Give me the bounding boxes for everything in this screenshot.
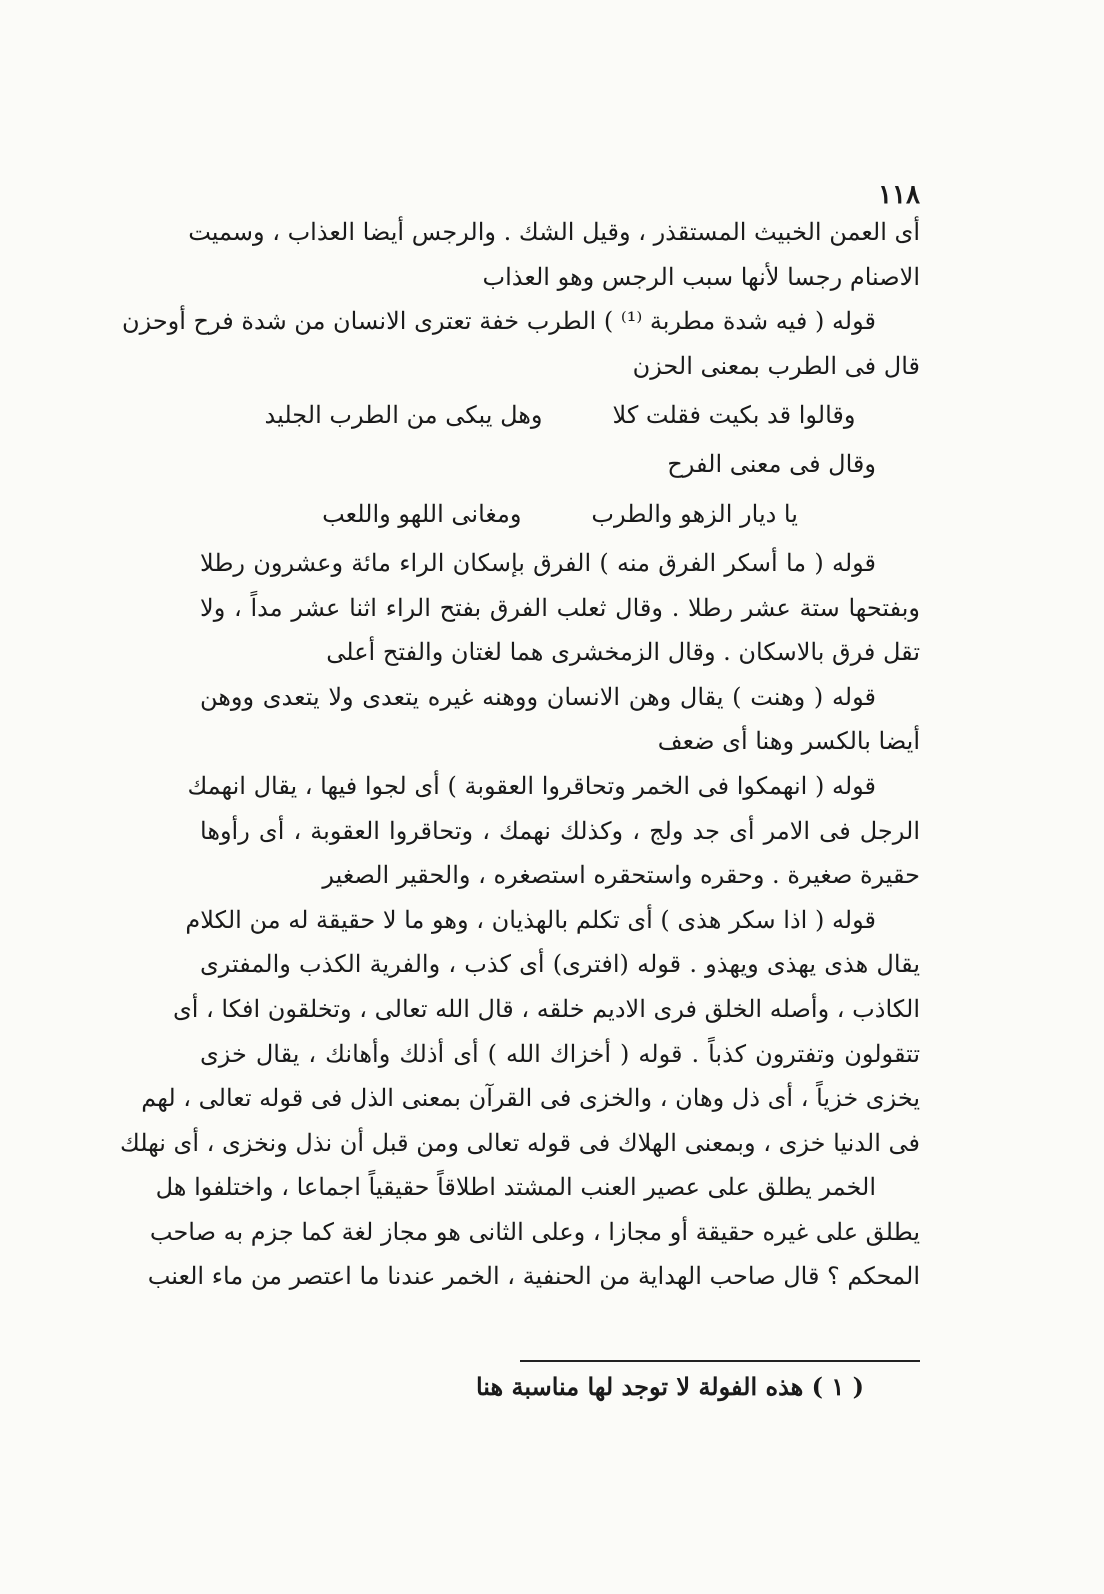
verse-second-hemistich: وهل يبكى من الطرب الجليد xyxy=(264,401,543,430)
text-line: الرجل فى الامر أى جد ولج ، وكذلك نهمك ، وتحاقروا العقوبة ، أى رأوها xyxy=(200,816,920,845)
text-line: يطلق على غيره حقيقة أو مجازا ، وعلى الثانى هو مجاز لغة كما جزم به صاحب xyxy=(149,1217,920,1246)
text-line: قوله ( وهنت ) يقال وهن الانسان ووهنه غيره يتعدى ولا يتعدى ووهن xyxy=(200,682,876,711)
text-line: وقال فى معنى الفرح xyxy=(667,450,876,479)
footnote-separator xyxy=(520,1360,920,1362)
text-line: أى العمن الخبيث المستقذر ، وقيل الشك . والرجس أيضا العذاب ، وسميت xyxy=(188,218,920,246)
text-line: تتقولون وتفترون كذباً . قوله ( أخزاك الله ) أى أذلك وأهانك ، يقال خزى xyxy=(200,1039,920,1068)
text-line: حقيرة صغيرة . وحقره واستحقره استصغره ، والحقير الصغير xyxy=(322,861,920,890)
verse-first-hemistich: يا ديار الزهو والطرب xyxy=(591,499,798,528)
text-line: قال فى الطرب بمعنى الحزن xyxy=(632,351,920,380)
page-number: ١١٨ xyxy=(878,180,920,210)
verse-first-hemistich: وقالوا قد بكيت فقلت كلا xyxy=(612,401,856,430)
text-line: وبفتحها ستة عشر رطلا . وقال ثعلب الفرق بفتح الراء اثنا عشر مداً ، ولا xyxy=(200,593,920,622)
text-line: الاصنام رجسا لأنها سبب الرجس وهو العذاب xyxy=(482,262,920,291)
text-line: يخزى خزياً ، أى ذل وهان ، والخزى فى القرآن بمعنى الذل فى قوله تعالى ، لهم xyxy=(141,1084,920,1113)
text-line: الخمر يطلق على عصير العنب المشتد اطلاقاً حقيقياً اجماعا ، واختلفوا هل xyxy=(155,1173,876,1202)
text-line: يقال هذى يهذى ويهذو . قوله (افترى) أى كذب ، والفرية الكذب والمفترى xyxy=(200,950,920,979)
text-line: قوله ( انهمكوا فى الخمر وتحاقروا العقوبة ) أى لجوا فيها ، يقال انهمك xyxy=(187,771,876,800)
text-line: أيضا بالكسر وهنا أى ضعف xyxy=(657,727,920,756)
text-line: تقل فرق بالاسكان . وقال الزمخشرى هما لغتان والفتح أعلى xyxy=(326,638,920,667)
text-line: المحكم ؟ قال صاحب الهداية من الحنفية ، الخمر عندنا ما اعتصر من ماء العنب xyxy=(147,1262,920,1291)
verse-second-hemistich: ومغانى اللهو واللعب xyxy=(322,499,522,528)
text-line: الكاذب ، وأصله الخلق فرى الاديم خلقه ، قال الله تعالى ، وتخلقون افكا ، أى xyxy=(172,994,920,1023)
poetry-verse xyxy=(200,487,920,541)
text-line: قوله ( ما أسكر الفرق منه ) الفرق بإسكان الراء مائة وعشرون رطلا xyxy=(200,548,876,577)
footnote: ( ١ ) هذه الفولة لا توجد لها مناسبة هنا xyxy=(475,1372,864,1401)
poetry-verse xyxy=(200,388,920,442)
text-line: قوله ( فيه شدة مطربة ⁽¹⁾ ) الطرب خفة تعترى الانسان من شدة فرح أوحزن xyxy=(121,307,876,336)
text-line: قوله ( اذا سكر هذى ) أى تكلم بالهذيان ، وهو ما لا حقيقة له من الكلام xyxy=(185,905,876,934)
body-text xyxy=(119,210,920,1299)
text-line: فى الدنيا خزى ، وبمعنى الهلاك فى قوله تعالى ومن قبل أن نذل ونخزى ، أى نهلك xyxy=(119,1128,920,1157)
